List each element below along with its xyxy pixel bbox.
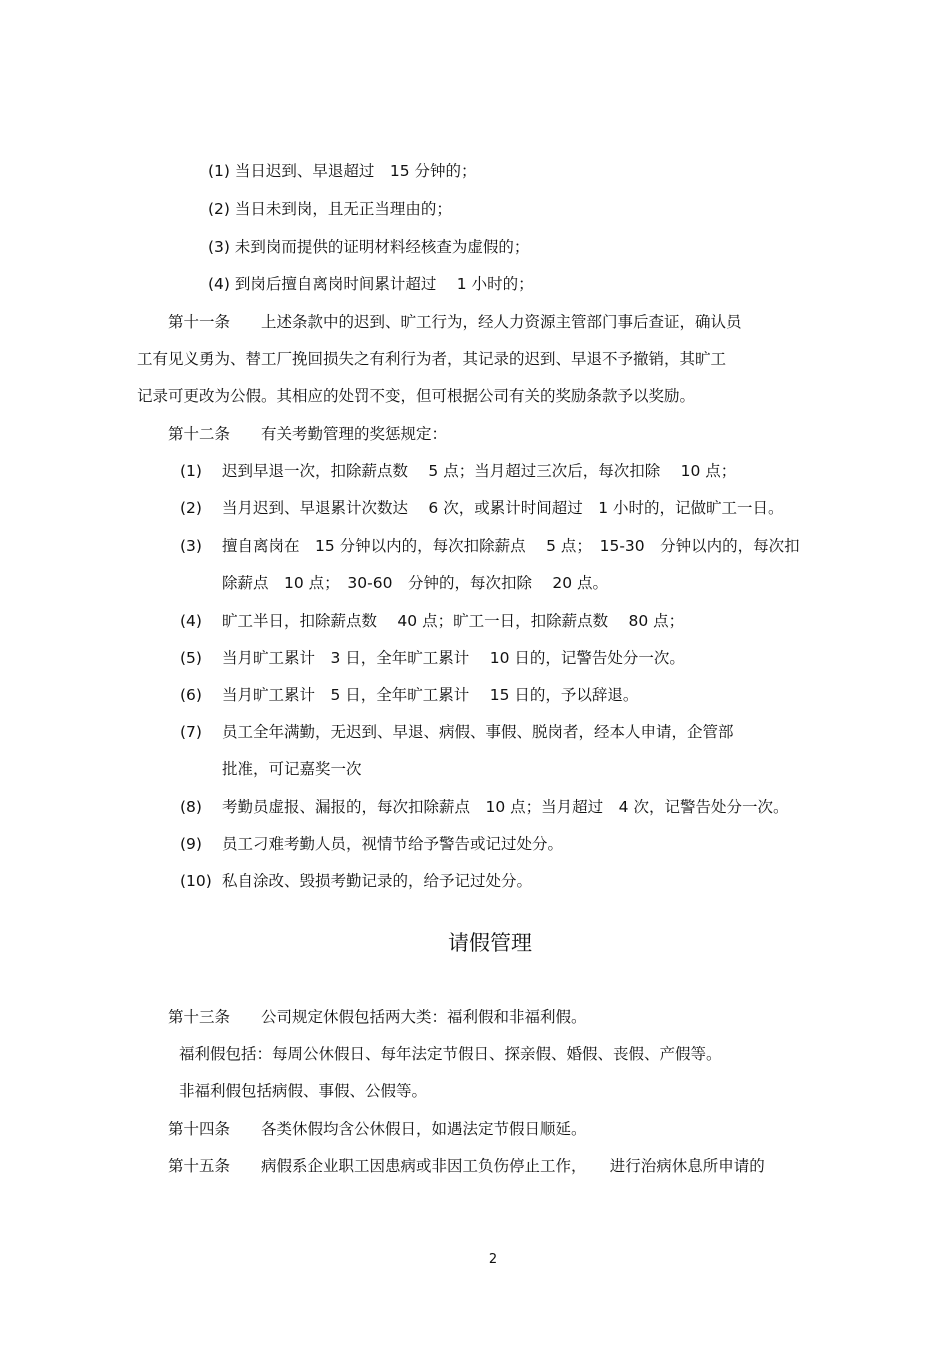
rule-text: 擅自离岗在 15 分钟以内的，每次扣除薪点 5 点； 15-30 分钟以内的，每次扣 xyxy=(222,537,800,555)
rule-text: 迟到早退一次，扣除薪点数 5 点；当月超过三次后，每次扣除 10 点； xyxy=(222,462,737,480)
rule-number: (1) xyxy=(180,462,202,480)
rule-text: 旷工半日，扣除薪点数 40 点；旷工一日，扣除薪点数 80 点； xyxy=(222,612,685,630)
rule-text: 员工刁难考勤人员，视情节给予警告或记过处分。 xyxy=(222,835,564,853)
rule-text: 私自涂改、毁损考勤记录的，给予记过处分。 xyxy=(222,872,533,890)
article-14: 第十四条 各类休假均含公休假日，如遇法定节假日顺延。 xyxy=(168,1120,587,1138)
rule-text-continued: 除薪点 10 点； 30-60 分钟的，每次扣除 20 点。 xyxy=(222,574,609,592)
section-title: 请假管理 xyxy=(448,931,532,955)
article-11-line-2: 工有见义勇为、替工厂挽回损失之有利行为者，其记录的迟到、早退不予撤销，其旷工 xyxy=(137,350,727,368)
rule-number: (5) xyxy=(180,649,202,667)
rule-number: (2) xyxy=(180,499,202,517)
rule-number: (7) xyxy=(180,723,202,741)
sub-item-2: (2) 当日未到岗，且无正当理由的； xyxy=(208,200,452,218)
article-13-heading: 第十三条 公司规定休假包括两大类：福利假和非福利假。 xyxy=(168,1008,587,1026)
article-11-line-3: 记录可更改为公假。其相应的处罚不变，但可根据公司有关的奖励条款予以奖励。 xyxy=(137,387,696,405)
rule-number: (9) xyxy=(180,835,202,853)
page-number: 2 xyxy=(488,1252,498,1267)
rule-number: (10) xyxy=(180,872,212,890)
rule-text: 当月迟到、早退累计次数达 6 次，或累计时间超过 1 小时的，记做旷工一日。 xyxy=(222,499,784,517)
rule-text: 当月旷工累计 5 日，全年旷工累计 15 日的，予以辞退。 xyxy=(222,686,639,704)
sub-item-1: (1) 当日迟到、早退超过 15 分钟的； xyxy=(208,162,477,180)
article-13-non-welfare-leave: 非福利假包括病假、事假、公假等。 xyxy=(179,1082,428,1100)
rule-number: (8) xyxy=(180,798,202,816)
sub-item-3: (3) 未到岗而提供的证明材料经核查为虚假的； xyxy=(208,238,530,256)
rule-text: 员工全年满勤，无迟到、早退、病假、事假、脱岗者，经本人申请，企管部 xyxy=(222,723,734,741)
rule-number: (6) xyxy=(180,686,202,704)
rule-text: 当月旷工累计 3 日，全年旷工累计 10 日的，记警告处分一次。 xyxy=(222,649,685,667)
article-13-welfare-leave: 福利假包括：每周公休假日、每年法定节假日、探亲假、婚假、丧假、产假等。 xyxy=(179,1045,722,1063)
article-15: 第十五条 病假系企业职工因患病或非因工负伤停止工作， 进行治病休息所申请的 xyxy=(168,1157,765,1175)
rule-text-continued: 批准，可记嘉奖一次 xyxy=(222,760,362,778)
sub-item-4: (4) 到岗后擅自离岗时间累计超过 1 小时的； xyxy=(208,275,534,293)
rule-number: (3) xyxy=(180,537,202,555)
rule-number: (4) xyxy=(180,612,202,630)
article-12-heading: 第十二条 有关考勤管理的奖惩规定： xyxy=(168,425,448,443)
rule-text: 考勤员虚报、漏报的，每次扣除薪点 10 点；当月超过 4 次，记警告处分一次。 xyxy=(222,798,789,816)
article-11-line-1: 第十一条 上述条款中的迟到、旷工行为，经人力资源主管部门事后查证，确认员 xyxy=(168,313,742,331)
